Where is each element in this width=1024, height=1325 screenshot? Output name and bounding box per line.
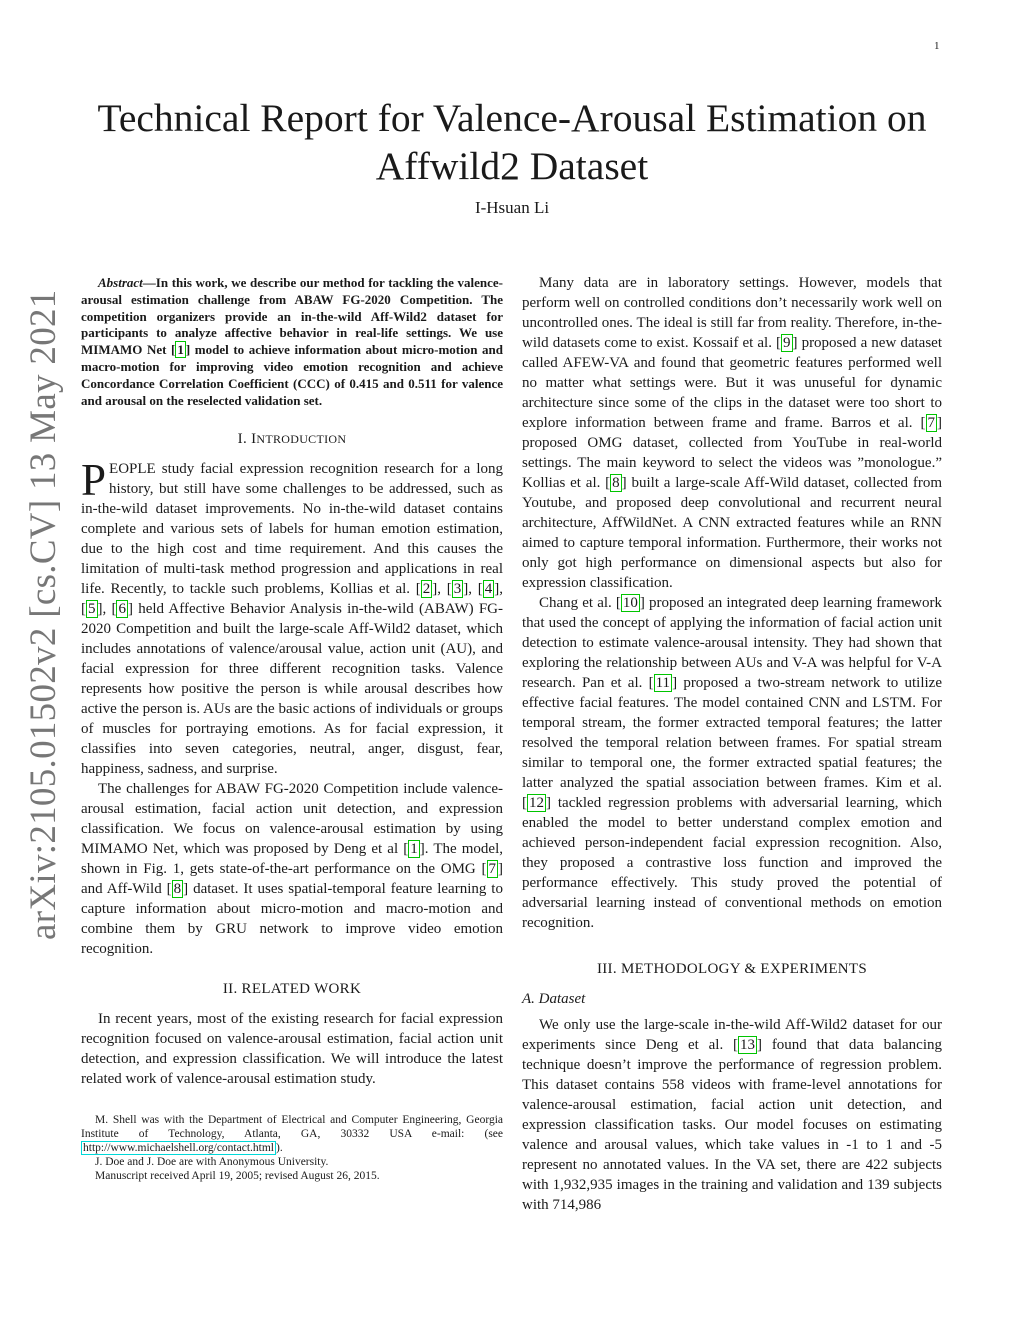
section-heading-introduction: I. INTRODUCTION [237,431,347,448]
citation-link[interactable]: 4 [484,581,493,598]
author: I-Hsuan Li [474,198,550,217]
footnote-line-1: M. Shell was with the Department of Electrical and Computer Engineering, Georgia Institute of Technology, Atlanta, GA, 30332 USA e-mail: (see http://www.michaelshell.org/contact.html ). [81,1114,503,1155]
citation-link[interactable]: 7 [488,861,496,878]
subsection-heading-dataset: A. Dataset [522,991,586,1007]
related-work-paragraph-3: Chang et al. [ 10 ] proposed an integrated deep learning framework that used the concept of applying the information of facial action unit detection to estimate valence-arousal intensity. They had shown that exploring the relationship between AUs and V-A was helpful for V-A research. Pan et al. [ 11 ] proposed a two-stream network to utilize effective facial features. The model contained CNN and LSTM. For temporal stream, the former extracted temporal features; the latter resolved the temporal relation between frames. For spatial stream similar to temporal one, the former extracted spatial features; the latter analyzed the spatial association between frames. Kim et al. [ 12 ] tackled regression problems with adversarial learning, which enabled the model to better understand complex emotion and achieved person-independent facial expression recognition. Also, they proposed a contrastive loss function and improved the performance effectively. This study proved the potential of adversarial learning instead of conventional methods on emotion recognition. [522,595,942,931]
footnote [81,1113,503,1183]
citation-link[interactable]: 1 [410,841,418,858]
related-work-paragraph-1: In recent years, most of the existing research for facial expression recognition focused on valence-arousal estimation, facial action unit detection, and expression classification. We will introduce the latest related work of valence-arousal estimation study. [81,1011,503,1088]
section-heading-methodology: III. METHODOLOGY & EXPERIMENTS [596,961,868,977]
paper-title: Technical Report for Valence-Arousal Estimation on Affwild2 Dataset [97,96,927,188]
related-work-paragraph-2: Many data are in laboratory settings. However, models that perform well on controlled conditions don’t necessarily work well on uncontrolled ones. The ideal is still far from reality. Therefore, in-the-wild datasets come to exist. Kossaif et al. [ 9 ] proposed a new dataset called AFEW-VA and found that geometric features performed well no matter what settings were. But it was unuseful for dynamic architecture since some of the clips in the dataset were too short to explore information between frame and frame. Barros et al. [ 7 ] proposed OMG dataset, collected from YouTube in real-world settings. The main keyword to select the videos was ”monologue.” Kollias et al. [ 8 ] built a large-scale Aff-Wild dataset, collected from Youtube, and proposed deep convolutional and recurrent neural architecture, AffWildNet. A CNN extracted features while an RNN aimed to capture temporal information. Furthermore, their works not only got high performance on dimensional aspects but also for expression classification. [522,275,942,591]
arxiv-stamp: arXiv:2105.01502v2 [cs.CV] 13 May 2021 [23,289,64,940]
abstract-text: —In this work, we describe our method for tackling the valence-arousal estimation challenge from ABAW FG-2020 Competition. The competition organizers provide an in-the-wild Aff-Wild2 dataset for participants to analyze affective behavior in real-life settings. We use MIMAMO Net [ 1 ] model to achieve information about micro-motion and macro-motion for improving video emotion recognition and achieve Concordance Correlation Coefficient (CCC) of 0.415 and 0.511 for valence and arousal on the reselected validation set. [81,275,504,408]
abstract-label: Abstract [98,275,143,290]
citation-link[interactable]: 12 [529,795,544,811]
citation-link[interactable]: 2 [422,581,431,598]
dropcap: P [81,455,107,506]
citation-link[interactable]: 3 [453,581,462,598]
citation-link[interactable]: 11 [655,675,671,691]
citation-link[interactable]: 1 [177,342,184,358]
abstract [81,275,503,409]
intro-paragraph-1: PEOPLE study facial expression recognition research for a long history, but still have some challenges to be addressed, such as in-the-wild dataset improvements. No in-the-wild dataset contains complete and various sets of labels for human emotion estimation, due to the high cost and time requirement. And this causes the limitation of multi-task method progression and applications in real life. Recently, to tackle such problems, Kollias et al. [ 2 ], [ 3 ], [ 4 ], [ 5 ], [ 6 ] held Affective Behavior Analysis in-the-wild (ABAW) FG-2020 Competition and built the large-scale Aff-Wild2 dataset, which includes annotations of valence/arousal value, action unit (AU), and facial expression for three different recognition tasks. Valence represents how positive the person is while arousal describes how active the person is. AUs are the basic actions of individuals or groups of muscles for portraying emotions. As for facial expression, it classifies into seven categories, neutral, anger, disgust, fear, happiness, sadness, and surprise. [81,455,504,778]
citation-link[interactable]: 13 [740,1037,756,1053]
left-column [81,275,503,1183]
intro-paragraph-2: The challenges for ABAW FG-2020 Competition include valence-arousal estimation, facial action unit detection, and expression classification. We focus on valence-arousal estimation by using MIMAMO Net, which was proposed by Deng et al [ 1 ]. The model, shown in Fig. 1, gets state-of-the-art performance on the OMG [ 7 ] and Aff-Wild [ 8 ] dataset. It uses spatial-temporal feature learning to capture information about micro-motion and macro-motion and combine them by GRU network to improve video emotion recognition. [81,781,504,958]
page-number: 1 [934,40,940,52]
footnote-line-2: J. Doe and J. Doe are with Anonymous University. [95,1156,329,1169]
citation-link[interactable]: 6 [118,601,126,618]
citation-link[interactable]: 8 [612,475,620,491]
right-column [522,273,942,1215]
citation-link[interactable]: 5 [88,601,96,618]
section-heading-related-work: II. RELATED WORK [222,981,362,998]
citation-link[interactable]: 7 [927,415,935,431]
citation-link[interactable]: 8 [173,881,182,898]
footnote-line-3: Manuscript received April 19, 2005; revised August 26, 2015. [95,1170,380,1183]
citation-link[interactable]: 9 [783,335,791,351]
dataset-paragraph-1: We only use the large-scale in-the-wild Aff-Wild2 dataset for our experiments since Deng et al. [ 13 ] found that data balancing technique doesn’t improve the performance of regression problem. This dataset contains 558 videos with frame-level annotations for valence-arousal estimation, facial action unit detection, and expression classification tasks. Our model focuses on estimating valence and arousal values, which take values in -1 to 1 and -5 represent no annotated values. In the VA set, there are 422 subjects with 1,932,935 images in the training and validation and 139 subjects with 714,986 [522,1017,942,1213]
citation-link[interactable]: 10 [622,595,638,611]
contact-link[interactable]: http://www.michaelshell.org/contact.html [83,1142,274,1155]
